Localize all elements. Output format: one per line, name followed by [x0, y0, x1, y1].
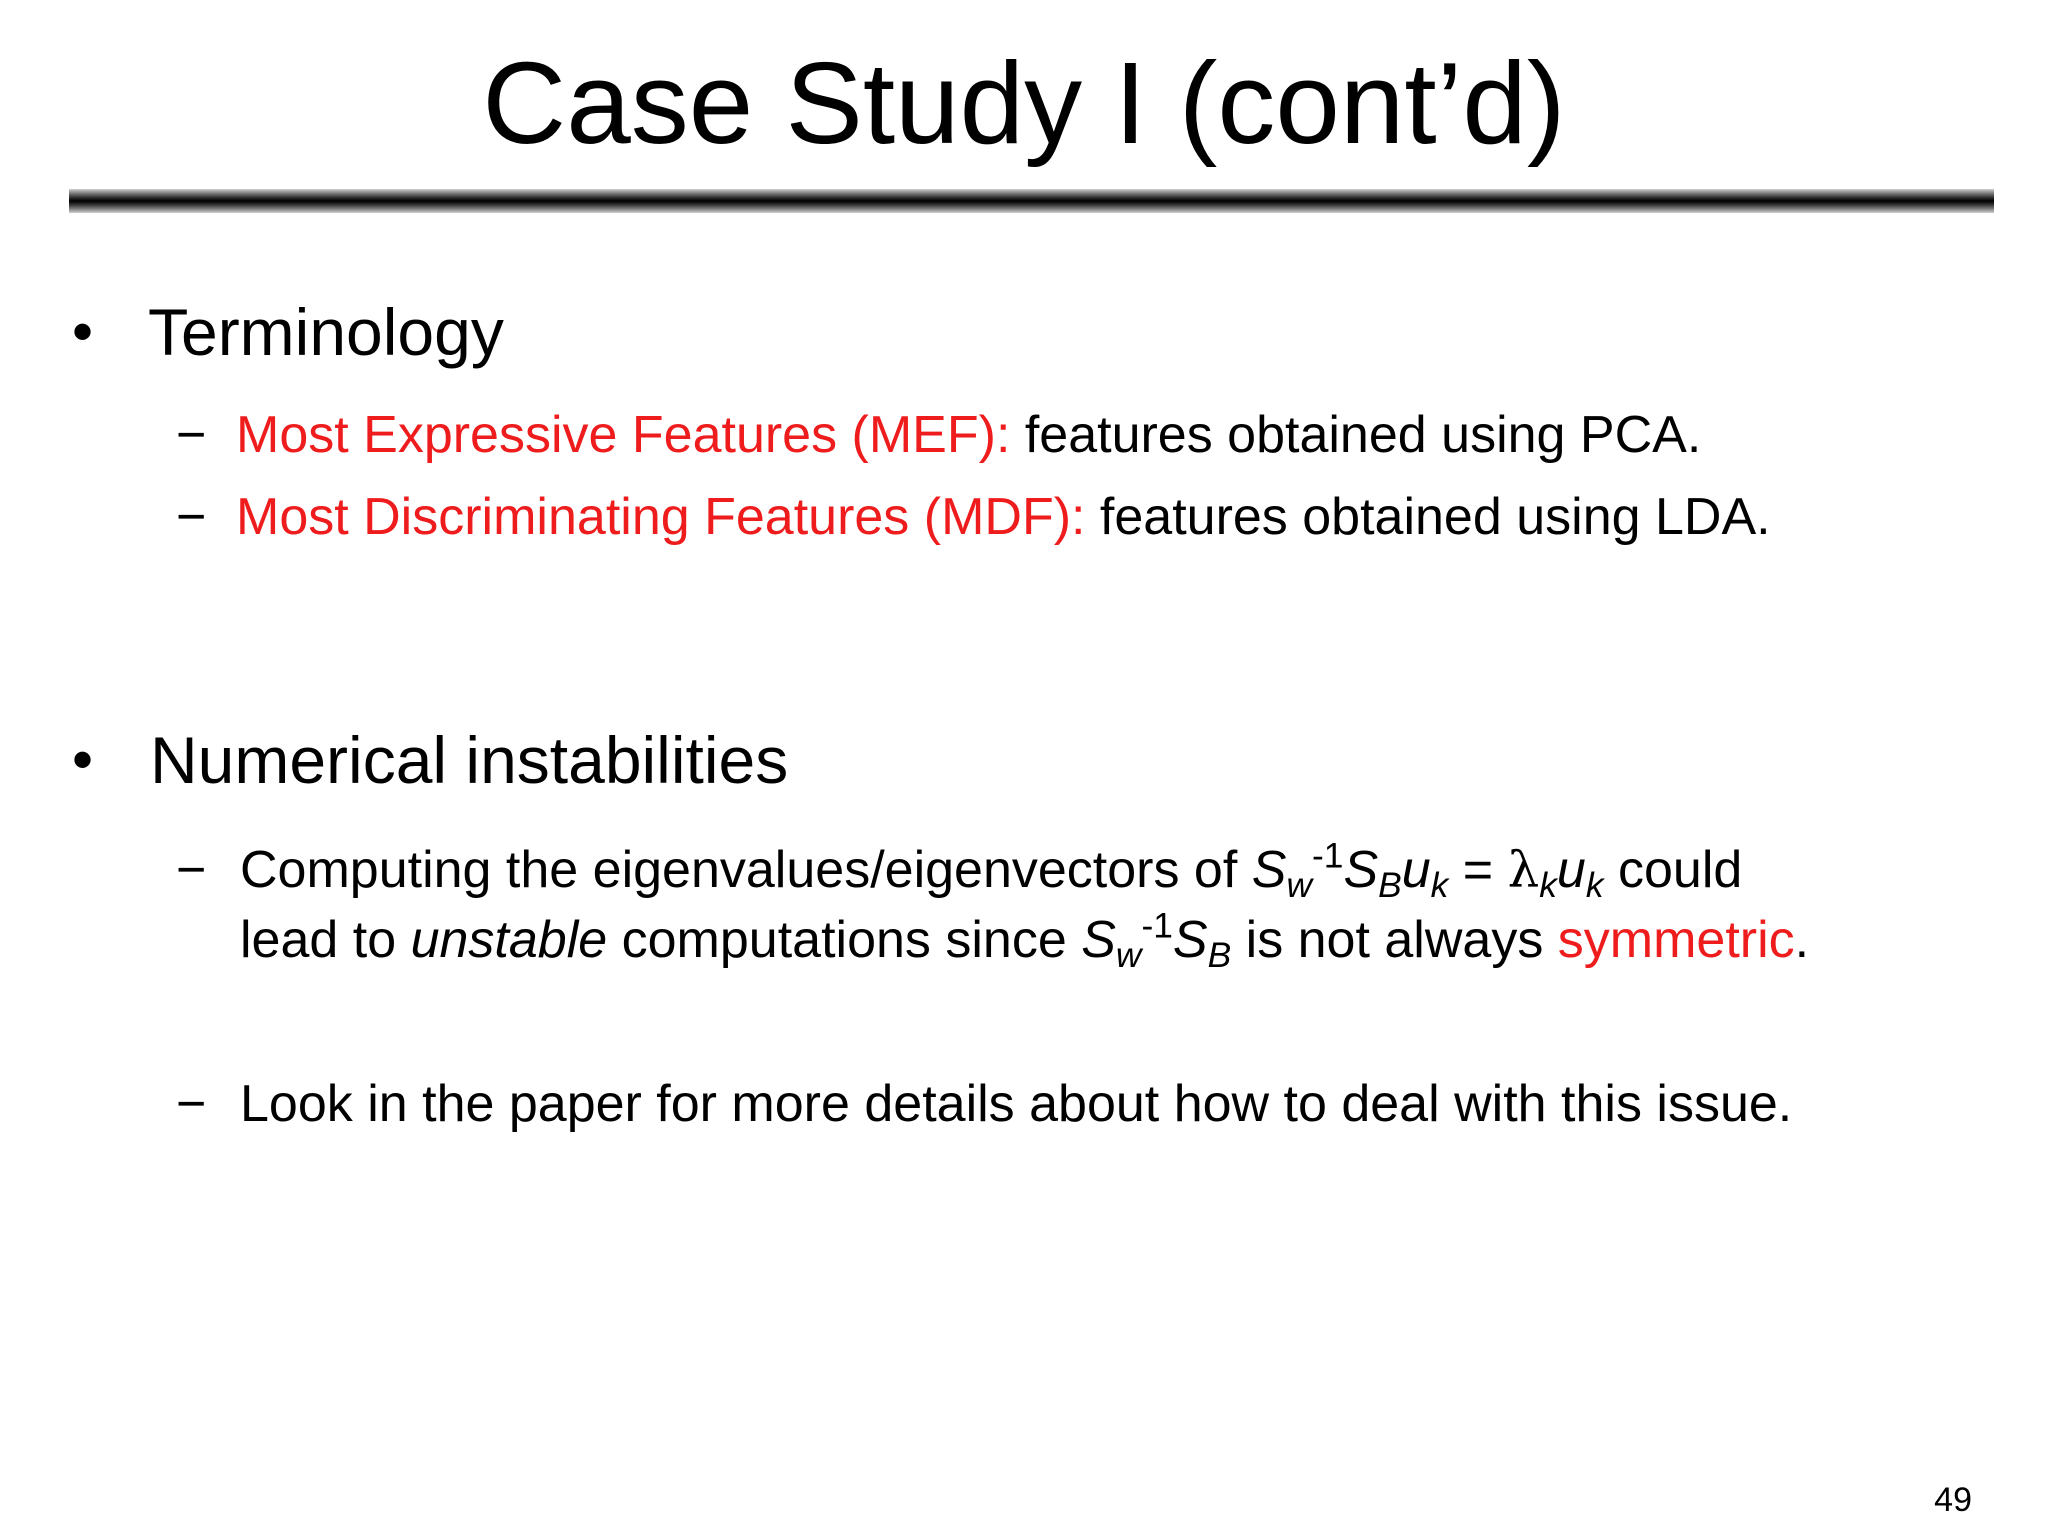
eigen-text-symmetric: symmetric — [1557, 911, 1795, 969]
formula-sb-b: B — [1378, 865, 1402, 905]
bullet-terminology: Terminology — [148, 295, 504, 369]
mdf-term: Most Discriminating Features (MDF): — [236, 488, 1086, 546]
formula-uk2-u: u — [1556, 841, 1586, 899]
formula-uk-k: k — [1430, 865, 1449, 905]
mdf-definition: features obtained using LDA. — [1085, 488, 1771, 546]
mef-definition: features obtained using PCA. — [1010, 406, 1702, 464]
formula2-sw-inverse: -1 — [1141, 906, 1173, 946]
formula-sw-s: S — [1251, 841, 1287, 899]
sub-item-mdf — [236, 487, 1771, 547]
formula-uk-u: u — [1401, 841, 1431, 899]
formula-lambda-k: k — [1539, 865, 1557, 905]
dash-marker-eigen: − — [176, 841, 207, 899]
formula2-sw-s: S — [1081, 911, 1116, 969]
formula-uk2-k: k — [1585, 865, 1604, 905]
bullet-marker-terminology: • — [72, 298, 94, 365]
formula-equals: = — [1448, 841, 1508, 899]
formula-sb-s: S — [1343, 841, 1379, 899]
formula2-sb-s: S — [1172, 911, 1208, 969]
title-rule — [69, 189, 1994, 213]
dash-marker-paper: − — [176, 1075, 207, 1133]
eigen-text-1: Computing the eigenvalues/eigenvectors of — [240, 841, 1252, 899]
eigen-text-since: computations since — [607, 911, 1082, 969]
sub-item-eigen-line2 — [240, 906, 1810, 975]
slide-title: Case Study I (cont’d) — [482, 38, 1566, 168]
bullet-numerical-instabilities: Numerical instabilities — [150, 723, 789, 797]
formula-sw-inverse: -1 — [1311, 836, 1344, 876]
page-number: 49 — [1934, 1481, 1972, 1519]
dash-marker-mdf: − — [176, 488, 207, 546]
formula-lambda: λ — [1507, 841, 1540, 899]
sub-item-paper: Look in the paper for more details about how to deal with this issue. — [240, 1075, 1793, 1133]
eigen-text-could: could — [1603, 841, 1743, 899]
formula2-sw-w: w — [1115, 935, 1142, 975]
sub-item-eigen-line1 — [240, 836, 1743, 905]
eigen-text-period: . — [1794, 911, 1810, 969]
formula-sw-w: w — [1286, 865, 1312, 905]
dash-marker-mef: − — [176, 406, 207, 464]
formula2-sb-b: B — [1207, 935, 1232, 975]
eigen-text-unstable: unstable — [410, 911, 608, 969]
bullet-marker-instabilities: • — [72, 726, 94, 793]
mef-term: Most Expressive Features (MEF): — [236, 406, 1011, 464]
sub-item-mef — [236, 405, 1701, 465]
eigen-text-lead: lead to — [240, 911, 411, 969]
eigen-text-not-always: is not always — [1231, 911, 1558, 969]
